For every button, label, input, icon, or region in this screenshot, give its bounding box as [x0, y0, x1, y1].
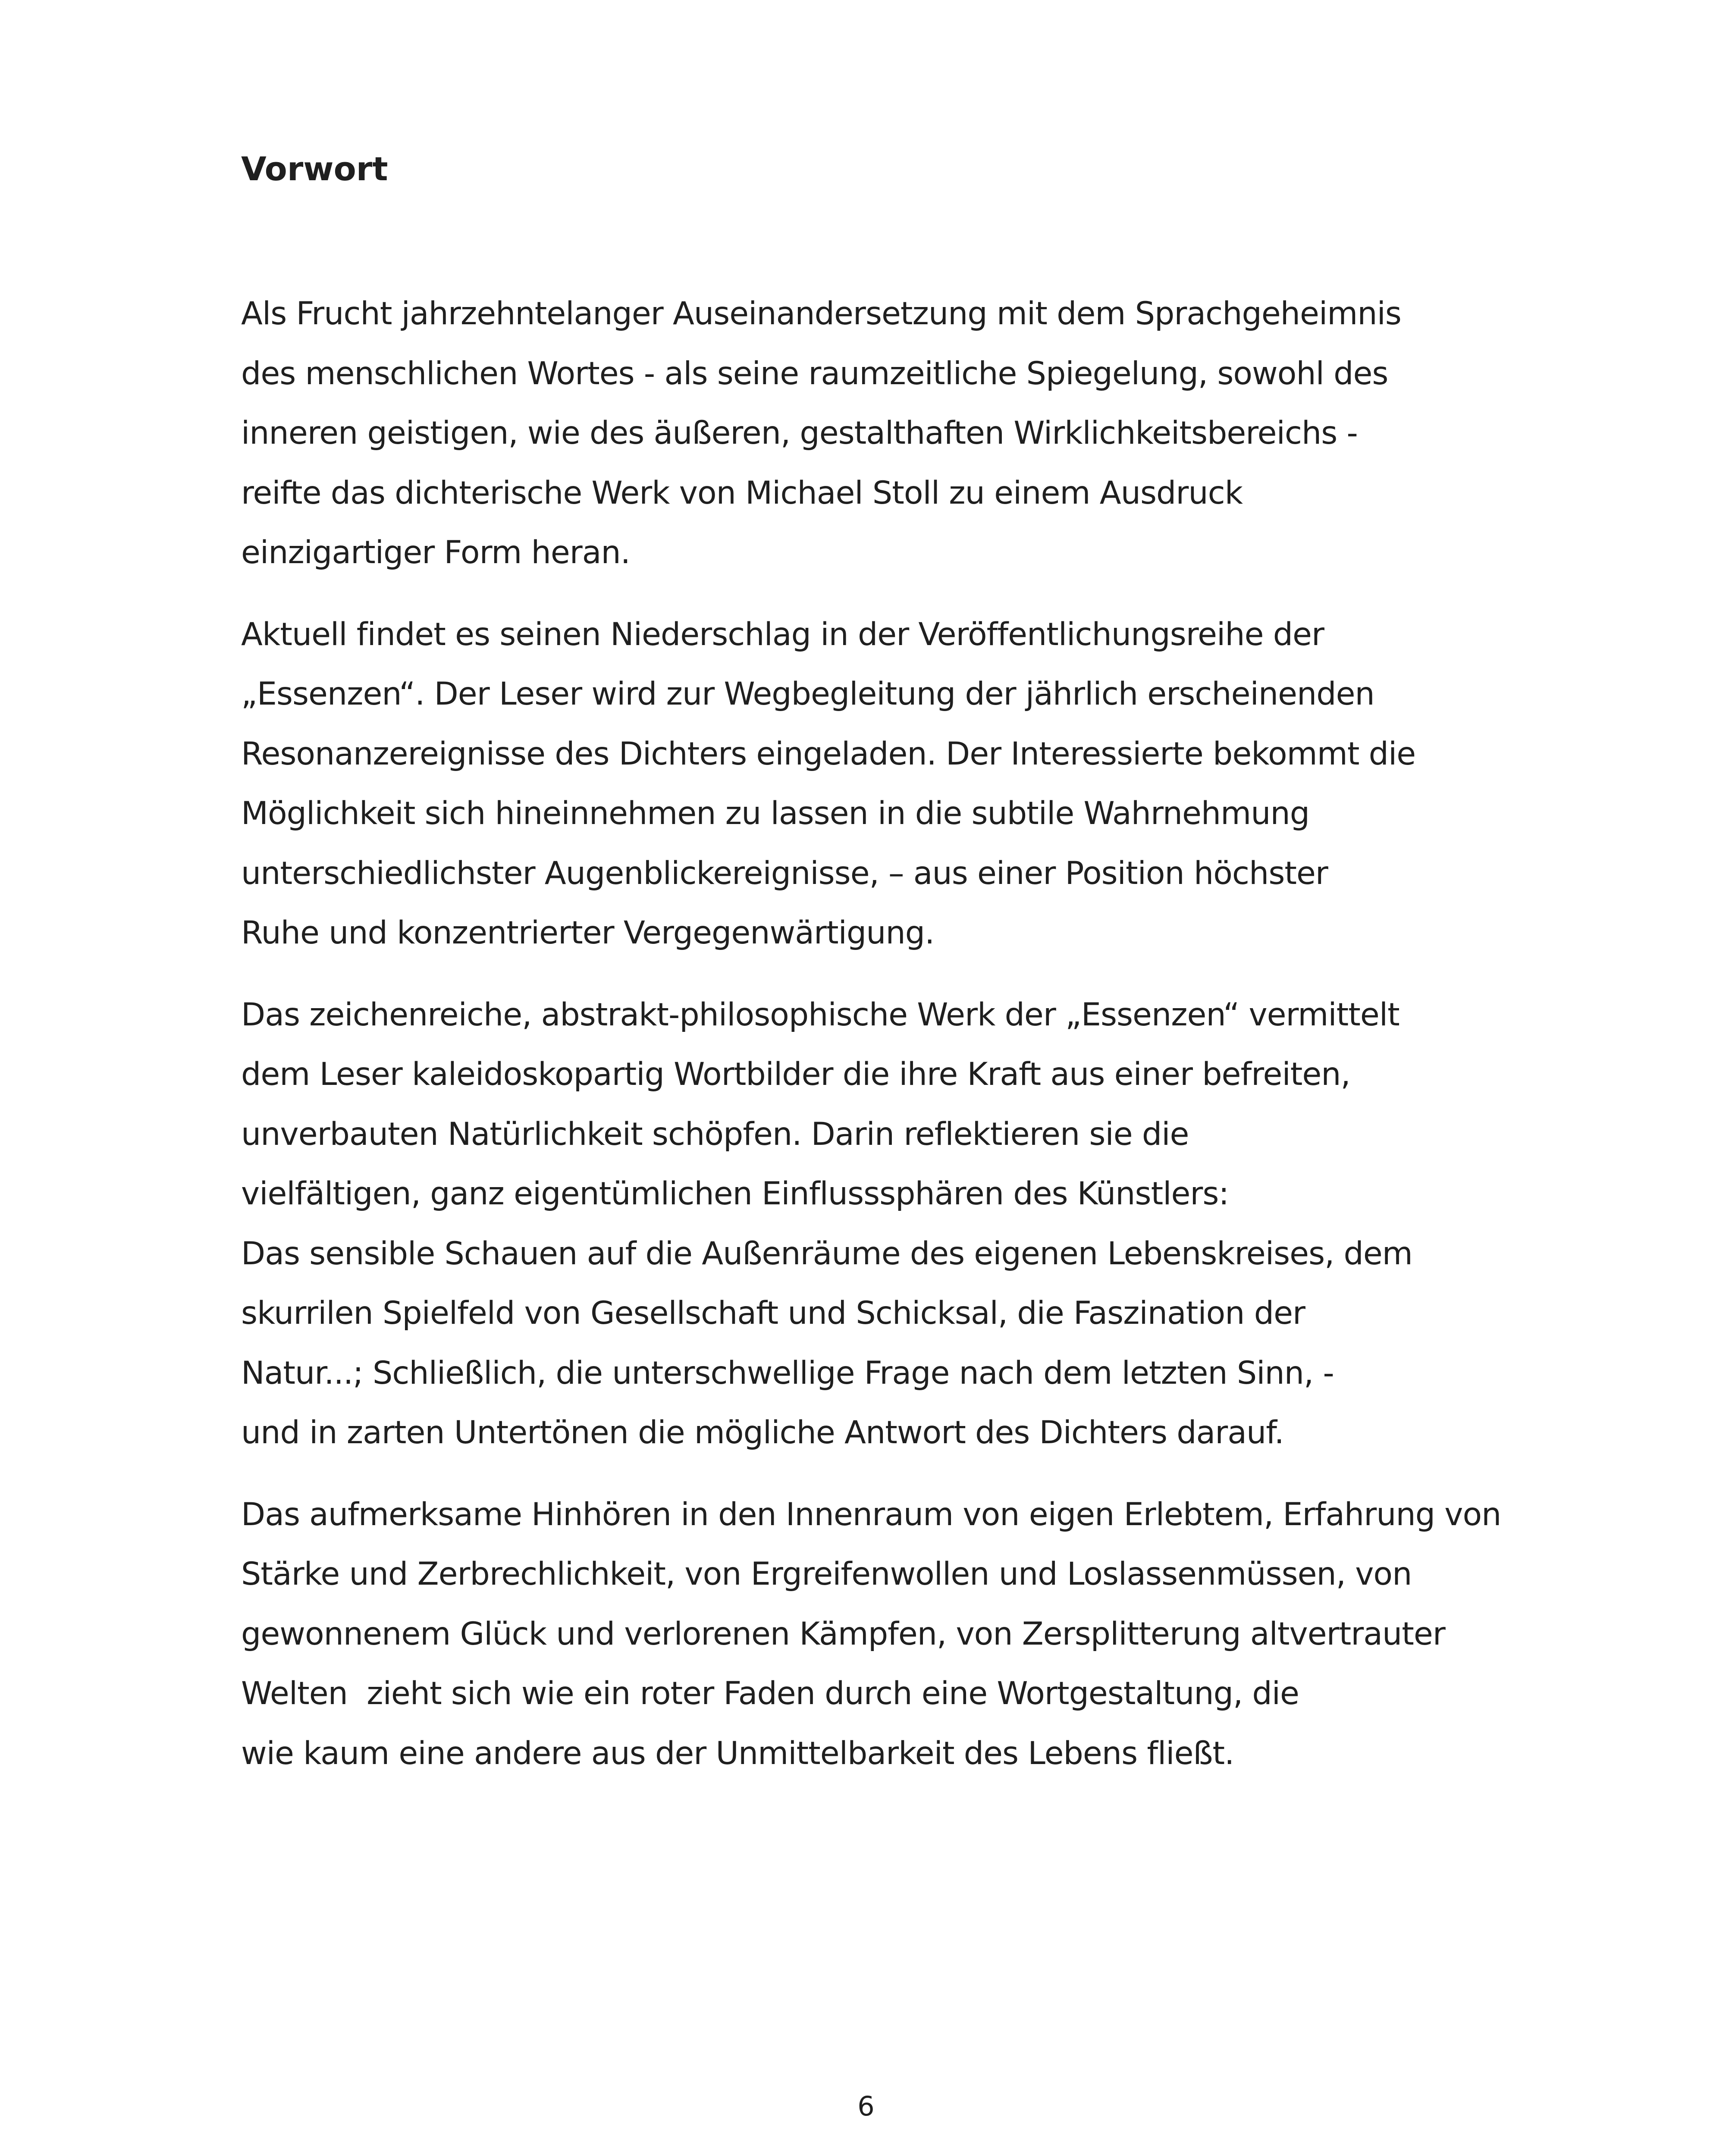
- text-line: gewonnenem Glück und verlorenen Kämpfen, von Zersplitterung altvertrauter: [241, 1615, 1445, 1652]
- paragraph-1: [241, 284, 1621, 583]
- page-title: Vorwort: [241, 150, 388, 188]
- text-line: vielfältigen, ganz eigentümlichen Einflusssphären des Künstlers:: [241, 1175, 1229, 1212]
- text-line: Das sensible Schauen auf die Außenräume des eigenen Lebenskreises, dem: [241, 1235, 1412, 1272]
- text-line: und in zarten Untertönen die mögliche Antwort des Dichters darauf.: [241, 1414, 1284, 1451]
- text-line: Aktuell findet es seinen Niederschlag in der Veröffentlichungsreihe der: [241, 616, 1324, 653]
- paragraph-4: [241, 1485, 1621, 1784]
- text-line: inneren geistigen, wie des äußeren, gestalthaften Wirklichkeitsbereichs -: [241, 415, 1358, 451]
- text-line: Ruhe und konzentrierter Vergegenwärtigung.: [241, 915, 935, 951]
- text-line: Welten zieht sich wie ein roter Faden durch eine Wortgestaltung, die: [241, 1675, 1299, 1712]
- paragraph-3: [241, 985, 1621, 1463]
- text-line: Das aufmerksame Hinhören in den Innenraum von eigen Erlebtem, Erfahrung von: [241, 1496, 1501, 1533]
- text-line: Möglichkeit sich hineinnehmen zu lassen in die subtile Wahrnehmung: [241, 795, 1310, 832]
- text-line: Natur...; Schließlich, die unterschwellige Frage nach dem letzten Sinn, -: [241, 1354, 1334, 1391]
- body-text: [241, 284, 1621, 1805]
- page-number: 6: [857, 2090, 875, 2122]
- text-line: Als Frucht jahrzehntelanger Auseinandersetzung mit dem Sprachgeheimnis: [241, 295, 1401, 332]
- text-line: dem Leser kaleidoskopartig Wortbilder die ihre Kraft aus einer befreiten,: [241, 1056, 1350, 1093]
- text-line: wie kaum eine andere aus der Unmittelbarkeit des Lebens fließt.: [241, 1735, 1234, 1772]
- text-line: des menschlichen Wortes - als seine raumzeitliche Spiegelung, sowohl des: [241, 355, 1388, 392]
- text-line: Resonanzereignisse des Dichters eingeladen. Der Interessierte bekommt die: [241, 735, 1416, 772]
- text-line: unverbauten Natürlichkeit schöpfen. Darin reflektieren sie die: [241, 1116, 1189, 1153]
- text-line: unterschiedlichster Augenblickereignisse, – aus einer Position höchster: [241, 855, 1328, 892]
- text-line: skurrilen Spielfeld von Gesellschaft und Schicksal, die Faszination der: [241, 1295, 1305, 1332]
- text-line: „Essenzen“. Der Leser wird zur Wegbegleitung der jährlich erscheinenden: [241, 676, 1374, 712]
- text-line: Das zeichenreiche, abstrakt-philosophische Werk der „Essenzen“ vermittelt: [241, 996, 1399, 1033]
- text-line: einzigartiger Form heran.: [241, 534, 631, 571]
- paragraph-2: [241, 605, 1621, 963]
- text-line: reifte das dichterische Werk von Michael Stoll zu einem Ausdruck: [241, 474, 1243, 511]
- text-line: Stärke und Zerbrechlichkeit, von Ergreifenwollen und Loslassenmüssen, von: [241, 1556, 1412, 1592]
